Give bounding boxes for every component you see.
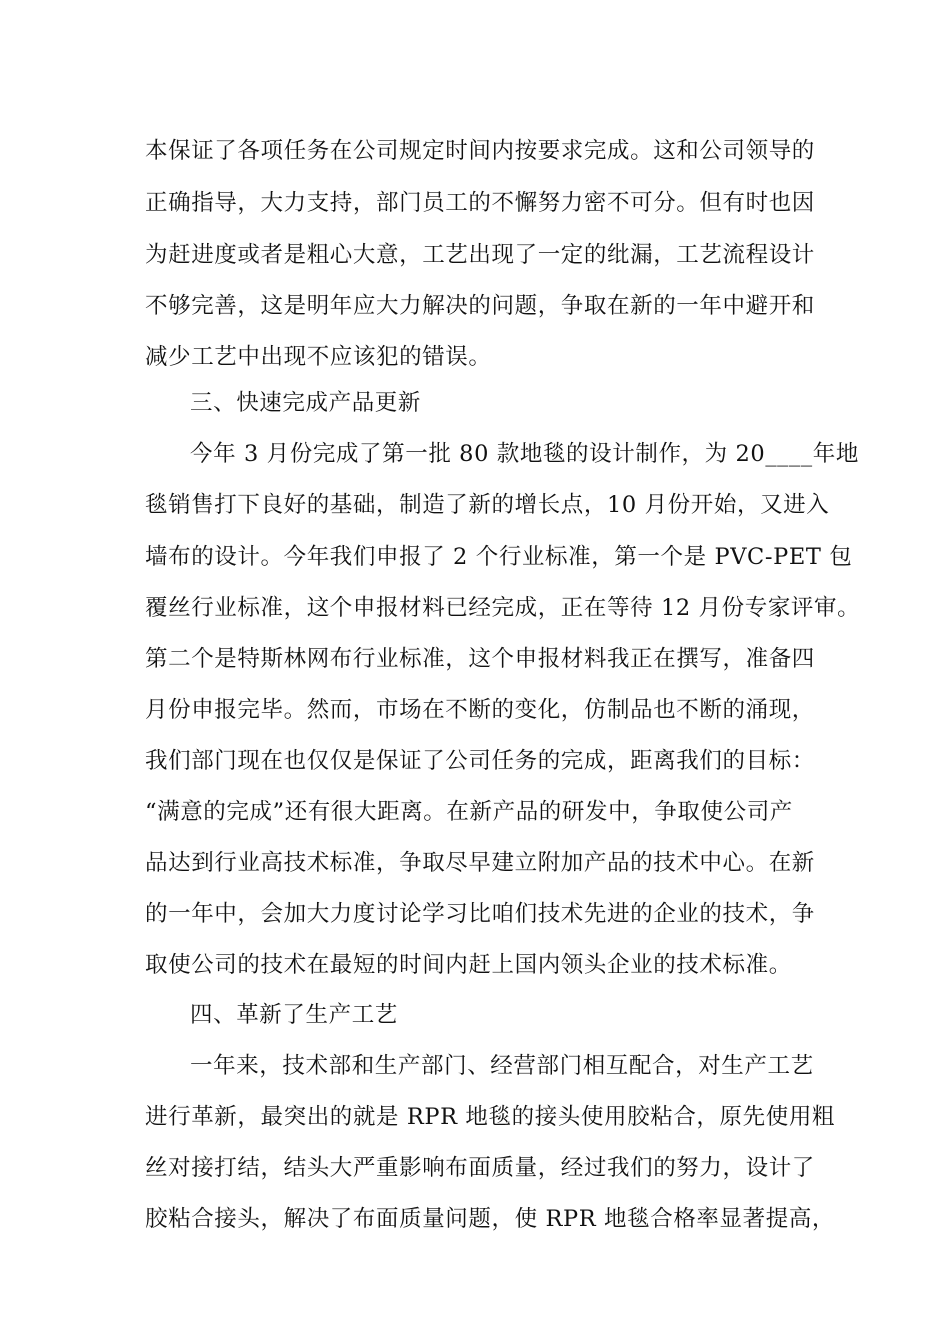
- text-line: 我们部门现在也仅仅是保证了公司任务的完成，距离我们的目标：: [145, 748, 815, 774]
- text-line: 本保证了各项任务在公司规定时间内按要求完成。这和公司领导的: [145, 138, 815, 164]
- text-line: 胶粘合接头，解决了布面质量问题，使 RPR 地毯合格率显著提高，: [145, 1206, 836, 1232]
- text-line: 第二个是特斯林网布行业标准，这个申报材料我正在撰写，准备四: [145, 646, 815, 672]
- text-line: 减少工艺中出现不应该犯的错误。: [145, 344, 492, 370]
- section-heading-4: 四、革新了生产工艺: [190, 1002, 398, 1028]
- text-line: “满意的完成”还有很大距离。在新产品的研发中，争取使公司产: [145, 799, 793, 825]
- text-line: 取使公司的技术在最短的时间内赶上国内领头企业的技术标准。: [145, 952, 792, 978]
- paragraph-first-line: 一年来，技术部和生产部门、经营部门相互配合，对生产工艺: [190, 1053, 814, 1079]
- section-heading-3: 三、快速完成产品更新: [190, 390, 422, 416]
- text-line: 月份申报完毕。然而，市场在不断的变化，仿制品也不断的涌现，: [145, 697, 815, 723]
- text-line: 丝对接打结，结头大严重影响布面质量，经过我们的努力，设计了: [145, 1155, 815, 1181]
- text-line: 正确指导，大力支持，部门员工的不懈努力密不可分。但有时也因: [145, 190, 815, 216]
- paragraph-first-line: 今年 3 月份完成了第一批 80 款地毯的设计制作，为 20____年地: [190, 441, 859, 467]
- text-line: 为赶进度或者是粗心大意，工艺出现了一定的纰漏，工艺流程设计: [145, 242, 815, 268]
- text-line: 品达到行业高技术标准，争取尽早建立附加产品的技术中心。在新: [145, 850, 815, 876]
- text-line: 进行革新，最突出的就是 RPR 地毯的接头使用胶粘合，原先使用粗: [145, 1104, 836, 1130]
- text-line: 覆丝行业标准，这个申报材料已经完成，正在等待 12 月份专家评审。: [145, 595, 861, 621]
- text-line: 的一年中，会加大力度讨论学习比咱们技术先进的企业的技术，争: [145, 901, 815, 927]
- text-line: 墙布的设计。今年我们申报了 2 个行业标准，第一个是 PVC-PET 包: [145, 544, 853, 570]
- text-line: 不够完善，这是明年应大力解决的问题，争取在新的一年中避开和: [145, 293, 815, 319]
- text-line: 毯销售打下良好的基础，制造了新的增长点，10 月份开始，又进入: [145, 492, 830, 518]
